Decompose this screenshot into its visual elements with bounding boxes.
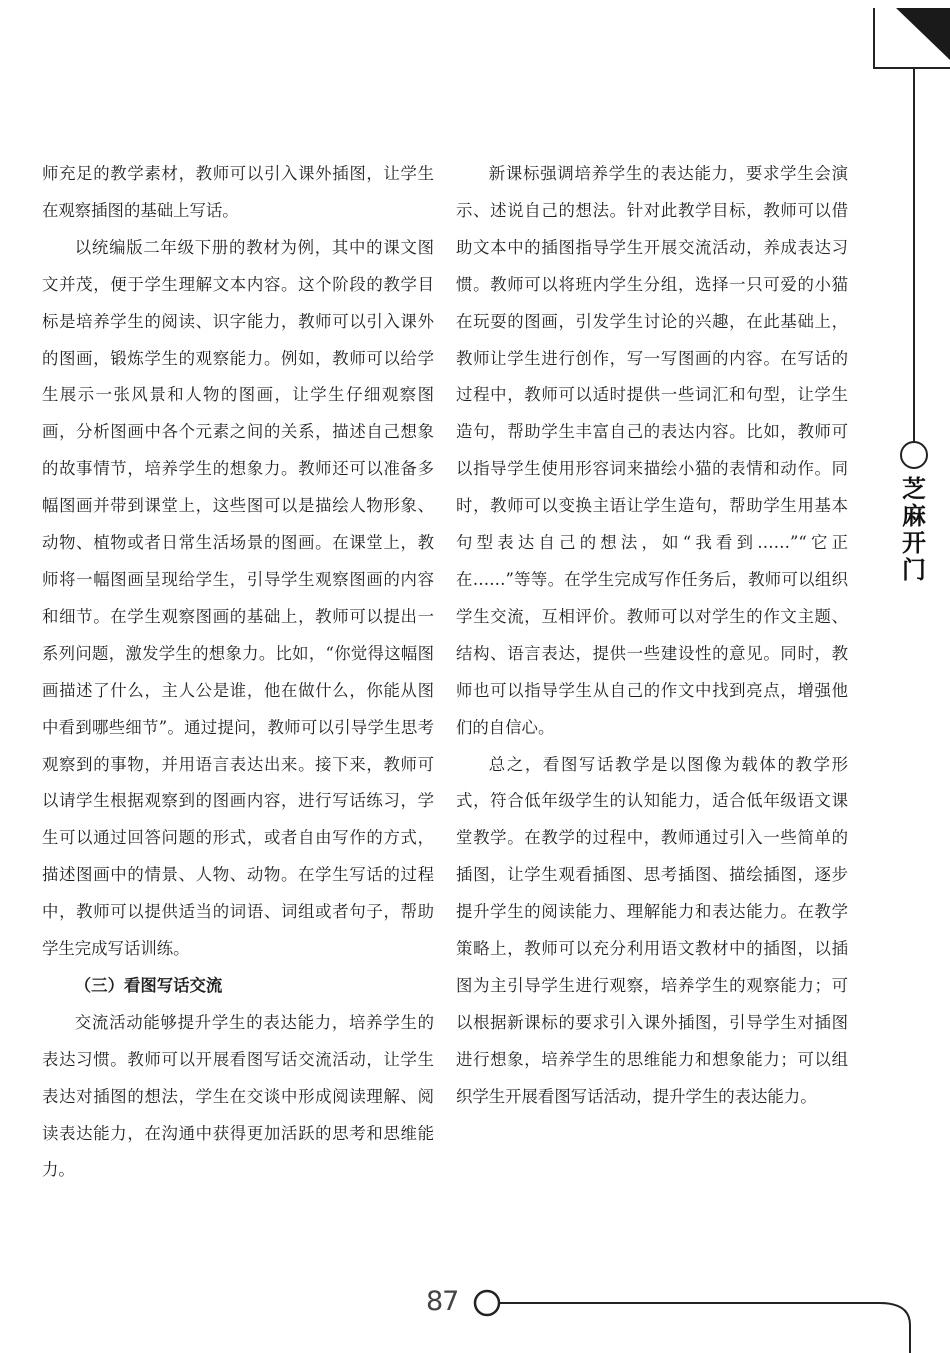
right-column [456, 156, 848, 1116]
corner-triangle-icon [896, 8, 950, 60]
left-column [42, 156, 434, 1189]
section-label: 芝麻开门 [902, 475, 926, 584]
margin-circle-icon [901, 442, 927, 468]
left-paragraph-3: 交流活动能够提升学生的表达能力，培养学生的表达习惯。教师可以开展看图写话交流活动，让学生表达对插图的想法，学生在交谈中形成阅读理解、阅读表达能力，在沟通中获得更加活跃的思考和思维能力。 [42, 1012, 434, 1180]
right-paragraph-2: 总之，看图写话教学是以图像为载体的教学形式，符合低年级学生的认知能力，适合低年级语文课堂教学。在教学的过程中，教师通过引入一些简单的插图，让学生观看插图、思考插图、描绘插图，逐步提升学生的阅读能力、理解能力和表达能力。在教学策略上，教师可以充分利用语文教材中的插图，以插图为主引导学生进行观察，培养学生的观察能力；可以根据新课标的要求引入课外插图，引导学生对插图进行想象，培养学生的思维能力和想象能力；可以组织学生开展看图写话活动，提升学生的表达能力。 [456, 754, 848, 1106]
left-paragraph-2: 以统编版二年级下册的教材为例，其中的课文图文并茂，便于学生理解文本内容。这个阶段的教学目标是培养学生的阅读、识字能力，教师可以引入课外的图画，锻炼学生的观察能力。例如，教师可以给学生展示一张风景和人物的图画，让学生仔细观察图画，分析图画中各个元素之间的关系，描述自己想象的故事情节，培养学生的想象力。教师还可以准备多幅图画并带到课堂上，这些图可以是描绘人物形象、动物、植物或者日常生活场景的图画。在课堂上，教师将一幅图画呈现给学生，引导学生观察图画的内容和细节。在学生观察图画的基础上，教师可以提出一系列问题，激发学生的想象力。比如，“你觉得这幅图画描述了什么，主人公是谁，他在做什么，你能从图中看到哪些细节”。通过提问，教师可以引导学生思考观察到的事物，并用语言表达出来。接下来，教师可以请学生根据观察到的图画内容，进行写话练习，学生可以通过回答问题的形式，或者自由写作的方式，描述图画中的情景、人物、动物。在学生写话的过程中，教师可以提供适当的词语、词组或者句子，帮助学生完成写话训练。 [42, 237, 434, 959]
section-heading: （三）看图写话交流 [74, 975, 223, 995]
footer-circle-icon [475, 1291, 499, 1315]
right-paragraph-1: 新课标强调培养学生的表达能力，要求学生会演示、述说自己的想法。针对此教学目标，教师可以借助文本中的插图指导学生开展交流活动，养成表达习惯。教师可以将班内学生分组，选择一只可爱的小猫在玩耍的图画，引发学生讨论的兴趣，在此基础上，教师让学生进行创作，写一写图画的内容。在写话的过程中，教师可以适时提供一些词汇和句型，让学生造句，帮助学生丰富自己的表达内容。比如，教师可以指导学生使用形容词来描绘小猫的表情和动作。同时，教师可以变换主语让学生造句，帮助学生用基本句型表达自己的想法，如“我看到……”“它正在……”等等。在学生完成写作任务后，教师可以组织学生交流，互相评价。教师可以对学生的作文主题、结构、语言表达，提供一些建设性的意见。同时，教师也可以指导学生从自己的作文中找到亮点，增强他们的自信心。 [456, 164, 848, 737]
page-number: 87 [426, 1286, 459, 1317]
left-paragraph-1: 师充足的教学素材，教师可以引入课外插图，让学生在观察插图的基础上写话。 [42, 164, 434, 220]
